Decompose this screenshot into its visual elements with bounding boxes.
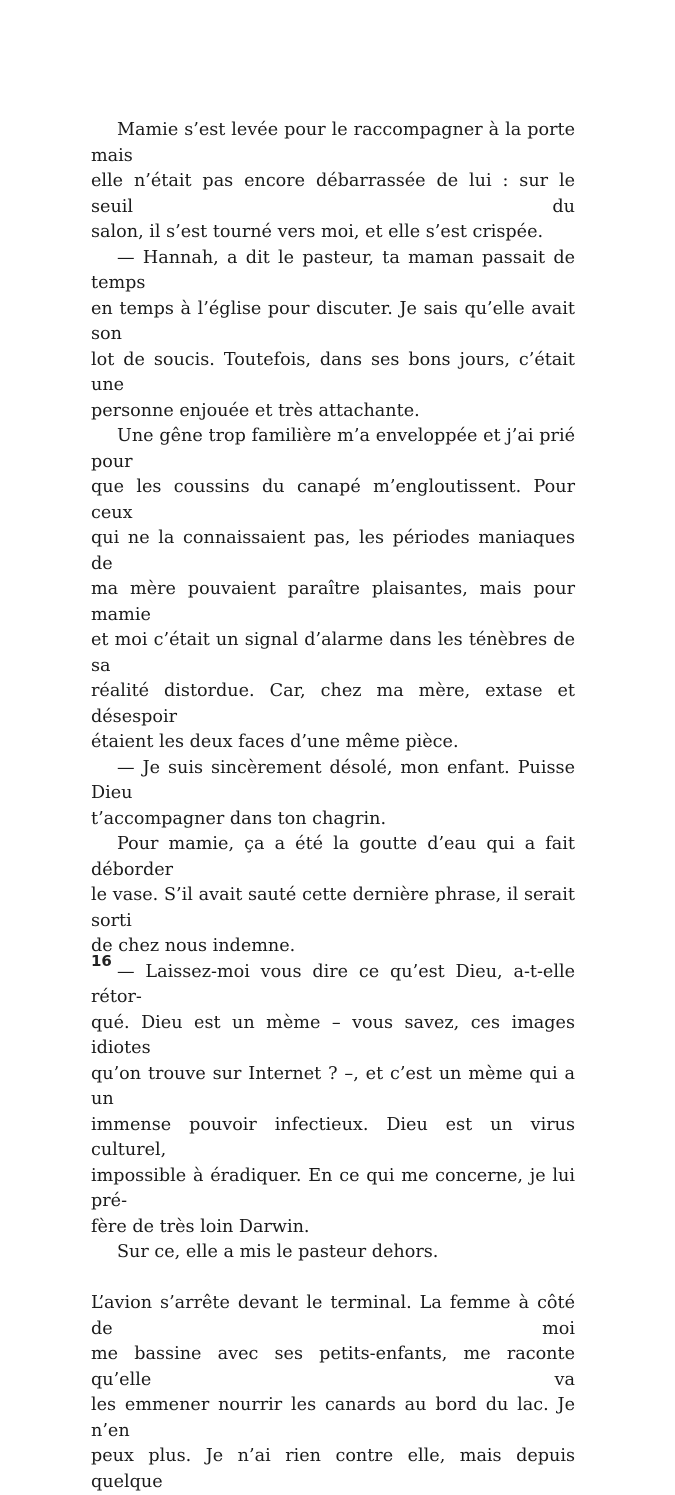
text-line: lot de soucis. Toutefois, dans ses bons jours, c’était une [91, 349, 575, 395]
text-line: en temps à l’église pour discuter. Je sais qu’elle avait son [91, 298, 575, 344]
text-line: me bassine avec ses petits-enfants, me raconte qu’elle va [91, 1344, 575, 1390]
page-number: 16 [91, 952, 112, 970]
paragraph-5 [91, 832, 575, 960]
text-line: qué. Dieu est un mème – vous savez, ces images idiotes [91, 1012, 575, 1058]
text-line: fère de très loin Darwin. [91, 1216, 310, 1237]
text-line: immense pouvoir infectieux. Dieu est un virus culturel, [91, 1114, 575, 1160]
text-line: que les coussins du canapé m’engloutissent. Pour ceux [91, 477, 575, 523]
text-line: salon, il s’est tourné vers moi, et elle s’est crispée. [91, 222, 544, 242]
paragraph-3 [91, 424, 575, 756]
text-line: peux plus. Je n’ai rien contre elle, mais depuis quelque [91, 1446, 575, 1492]
text-line: le vase. S’il avait sauté cette dernière phrase, il serait sorti [91, 885, 575, 931]
text-line: les emmener nourrir les canards au bord du lac. Je n’en [91, 1395, 575, 1441]
text-line: qu’on trouve sur Internet ? –, et c’est un mème qui a un [91, 1063, 575, 1109]
text-line: ma mère pouvaient paraître plaisantes, mais pour mamie [91, 579, 575, 625]
paragraph-7 [91, 1240, 575, 1266]
text-line: Une gêne trop familière m’a enveloppée et j’ai prié pour [91, 426, 575, 472]
text-line: personne enjouée et très attachante. [91, 400, 420, 421]
text-line: — Je suis sincèrement désolé, mon enfant. Puisse Dieu [91, 757, 575, 803]
page-body [91, 118, 575, 1495]
section-break [91, 1266, 575, 1292]
text-line: et moi c’était un signal d’alarme dans les ténèbres de sa [91, 630, 575, 676]
text-line: — Laissez-moi vous dire ce qu’est Dieu, a-t-elle rétor- [91, 961, 575, 1007]
paragraph-4 [91, 756, 575, 833]
text-line: t’accompagner dans ton chagrin. [91, 808, 387, 829]
text-line: Mamie s’est levée pour le raccompagner à la porte mais [91, 120, 575, 166]
text-line: de chez nous indemne. [91, 936, 296, 956]
text-line: Sur ce, elle a mis le pasteur dehors. [117, 1242, 439, 1262]
text-line: étaient les deux faces d’une même pièce. [91, 732, 459, 752]
text-line: — Hannah, a dit le pasteur, ta maman passait de temps [91, 247, 575, 293]
text-line: elle n’était pas encore débarrassée de lui : sur le seuil du [91, 171, 575, 217]
paragraph-8 [91, 1291, 575, 1495]
text-line: Pour mamie, ça a été la goutte d’eau qui a fait déborder [91, 834, 575, 880]
paragraph-2 [91, 246, 575, 425]
text-line: impossible à éradiquer. En ce qui me concerne, je lui pré- [91, 1165, 575, 1211]
text-line: qui ne la connaissaient pas, les périodes maniaques de [91, 528, 575, 574]
paragraph-1 [91, 118, 575, 246]
text-line: réalité distordue. Car, chez ma mère, extase et désespoir [91, 681, 575, 727]
paragraph-6 [91, 960, 575, 1241]
text-line: L’avion s’arrête devant le terminal. La femme à côté de moi [91, 1293, 575, 1339]
